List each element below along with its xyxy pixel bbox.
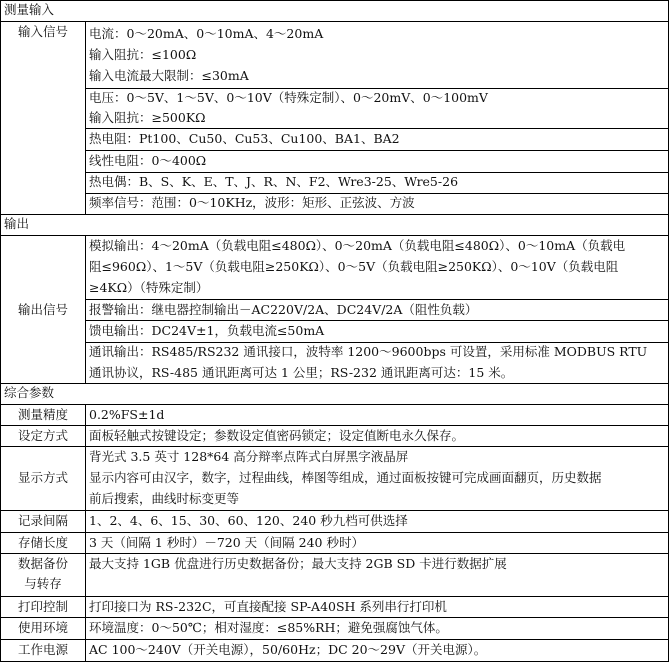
general-setting: 面板轻触式按键设定；参数设定值密码锁定；设定值断电永久保存。 — [89, 428, 465, 443]
label-record-interval: 记录间隔 — [17, 513, 68, 528]
general-accuracy: 0.2%FS±1d — [89, 407, 165, 422]
rule — [85, 404, 86, 661]
section-output: 输出 — [4, 216, 30, 231]
section-measurement-input: 测量输入 — [4, 2, 55, 17]
input-rtd: 热电阻：Pt100、Cu50、Cu53、Cu100、BA1、BA2 — [89, 131, 400, 146]
output-comm-line2: 通讯协议，RS-485 通讯距离可达 1 公里；RS-232 通讯距离可达：15 米。 — [89, 365, 514, 380]
input-current-limit: 输入电流最大限制：≤30mA — [89, 68, 249, 83]
section-general-parameters: 综合参数 — [4, 385, 55, 400]
general-print: 打印接口为 RS-232C，可直接配接 SP-A40SH 系列串行打印机 — [89, 599, 447, 614]
label-data-backup-line2: 与转存 — [24, 576, 62, 591]
input-voltage-impedance: 输入阻抗：≥500KΩ — [89, 110, 206, 125]
label-power-supply: 工作电源 — [17, 642, 68, 657]
input-linear-resistance: 线性电阻：0～400Ω — [89, 153, 207, 168]
rule — [0, 214, 669, 215]
rule — [85, 21, 86, 214]
general-environment: 环境温度：0～50℃；相对湿度：≤85%RH；避免强腐蚀气体。 — [89, 620, 448, 635]
general-record-interval: 1、2、4、6、15、30、60、120、240 秒九档可供选择 — [89, 513, 408, 528]
output-analog-line2: 阻≤960Ω）、1～5V（负载电阻≥250KΩ）、0～5V（负载电阻≥250KΩ）、0～10V（负载电阻 — [89, 259, 619, 274]
general-storage: 3 天（间隔 1 秒时）－720 天（间隔 240 秒时） — [89, 535, 364, 550]
general-display-line3: 前后搜索，曲线时标变更等 — [89, 491, 240, 506]
rule — [0, 0, 669, 1]
output-analog-line3: ≥4KΩ）（特殊定制） — [89, 280, 209, 295]
label-input-signal: 输入信号 — [17, 24, 68, 39]
output-alarm: 报警输出：继电器控制输出－AC220V/2A、DC24V/2A（阻性负载） — [89, 302, 478, 317]
rule — [85, 235, 86, 383]
label-output-signal: 输出信号 — [17, 302, 68, 317]
label-measurement-accuracy: 测量精度 — [17, 407, 68, 422]
label-environment: 使用环境 — [17, 620, 68, 635]
rule — [0, 21, 669, 22]
label-data-backup-line1: 数据备份 — [17, 556, 68, 571]
input-voltage-range: 电压：0～5V、1～5V、0～10V（特殊定制）、0～20mV、0～100mV — [89, 90, 488, 105]
input-frequency: 频率信号：范围：0～10KHz，波形：矩形、正弦波、方波 — [89, 195, 415, 210]
output-analog-line1: 模拟输出：4～20mA（负载电阻≤480Ω）、0～20mA（负载电阻≤480Ω）、0～10mA（负载电 — [89, 238, 626, 253]
label-display-method: 显示方式 — [17, 470, 68, 485]
output-comm-line1: 通讯输出：RS485/RS232 通讯接口，波特率 1200～9600bps 可设置，采用标准 MODBUS RTU — [89, 344, 648, 359]
input-current-range: 电流：0～20mA、0～10mA、4～20mA — [89, 26, 324, 41]
general-power: AC 100～240V（开关电源），50/60Hz；DC 20～29V（开关电源）。 — [89, 642, 487, 657]
general-backup: 最大支持 1GB 优盘进行历史数据备份；最大支持 2GB SD 卡进行数据扩展 — [89, 556, 507, 571]
general-display-line1: 背光式 3.5 英寸 128*64 高分辩率点阵式白屏黑字液晶屏 — [89, 449, 409, 464]
label-storage-length: 存储长度 — [17, 535, 68, 550]
label-setting-method: 设定方式 — [17, 428, 68, 443]
input-current-impedance: 输入阻抗：≤100Ω — [89, 47, 197, 62]
label-print-control: 打印控制 — [17, 599, 68, 614]
rule — [0, 383, 669, 384]
input-thermocouple: 热电偶：B、S、K、E、T、J、R、N、F2、Wre3-25、Wre5-26 — [89, 174, 459, 189]
output-feed: 馈电输出：DC24V±1，负载电流≤50mA — [89, 323, 325, 338]
general-display-line2: 显示内容可由汉字，数字，过程曲线，棒图等组成，通过面板按键可完成画面翻页，历史数据 — [89, 470, 602, 485]
